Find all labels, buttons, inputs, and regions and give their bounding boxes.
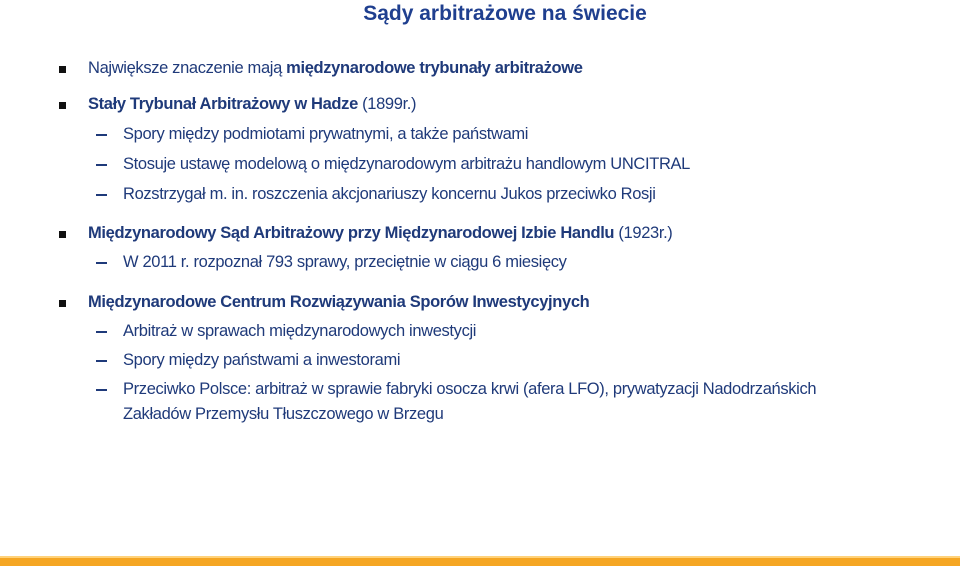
bold-text: Stały Trybunał Arbitrażowy w Hadze bbox=[88, 95, 358, 113]
bullet-dash-icon bbox=[96, 134, 107, 136]
bullet-square-icon bbox=[59, 300, 66, 307]
text: Rozstrzygał m. in. roszczenia akcjonariuszy koncernu Jukos przeciwko Rosji bbox=[123, 185, 656, 203]
sub-bullet-item bbox=[123, 350, 400, 370]
bullet-item bbox=[88, 94, 416, 114]
sub-bullet-item bbox=[123, 321, 476, 341]
text: Zakładów Przemysłu Tłuszczowego w Brzegu bbox=[123, 405, 444, 423]
bullet-dash-icon bbox=[96, 331, 107, 333]
bullet-dash-icon bbox=[96, 389, 107, 391]
bullet-item bbox=[88, 292, 589, 312]
bullet-dash-icon bbox=[96, 262, 107, 264]
text: Spory między państwami a inwestorami bbox=[123, 351, 401, 369]
bullet-item bbox=[88, 58, 583, 78]
text: (1923r.) bbox=[614, 224, 673, 242]
sub-bullet-item bbox=[123, 184, 656, 204]
sub-bullet-item bbox=[123, 154, 690, 174]
bottom-accent-bar bbox=[0, 558, 960, 566]
text: Największe znaczenie mają bbox=[88, 59, 287, 77]
sub-bullet-item bbox=[123, 124, 528, 144]
bullet-dash-icon bbox=[96, 164, 107, 166]
sub-bullet-item bbox=[123, 379, 816, 399]
sub-bullet-item bbox=[123, 404, 443, 424]
text: Przeciwko Polsce: arbitraż w sprawie fabryki osocza krwi (afera LFO), prywatyzacji Nadodrzańskich bbox=[123, 380, 817, 398]
bold-text: Międzynarodowy Sąd Arbitrażowy przy Międzynarodowej Izbie Handlu bbox=[88, 224, 615, 242]
bullet-item bbox=[88, 223, 672, 243]
sub-bullet-item bbox=[123, 252, 567, 272]
text: W 2011 r. rozpoznał 793 sprawy, przeciętnie w ciągu 6 miesięcy bbox=[123, 253, 567, 271]
bold-text: Międzynarodowe Centrum Rozwiązywania Sporów Inwestycyjnych bbox=[88, 293, 590, 311]
bullet-square-icon bbox=[59, 102, 66, 109]
text: Arbitraż w sprawach międzynarodowych inwestycji bbox=[123, 322, 477, 340]
text: Stosuje ustawę modelową o międzynarodowym arbitrażu handlowym UNCITRAL bbox=[123, 155, 691, 173]
bold-text: międzynarodowe trybunały arbitrażowe bbox=[286, 59, 583, 77]
text: (1899r.) bbox=[357, 95, 417, 113]
slide-title: Sądy arbitrażowe na świecie bbox=[363, 2, 647, 25]
bullet-dash-icon bbox=[96, 194, 107, 196]
bullet-square-icon bbox=[59, 231, 66, 238]
text: Spory między podmiotami prywatnymi, a także państwami bbox=[123, 125, 529, 143]
bullet-dash-icon bbox=[96, 360, 107, 362]
bullet-square-icon bbox=[59, 66, 66, 73]
